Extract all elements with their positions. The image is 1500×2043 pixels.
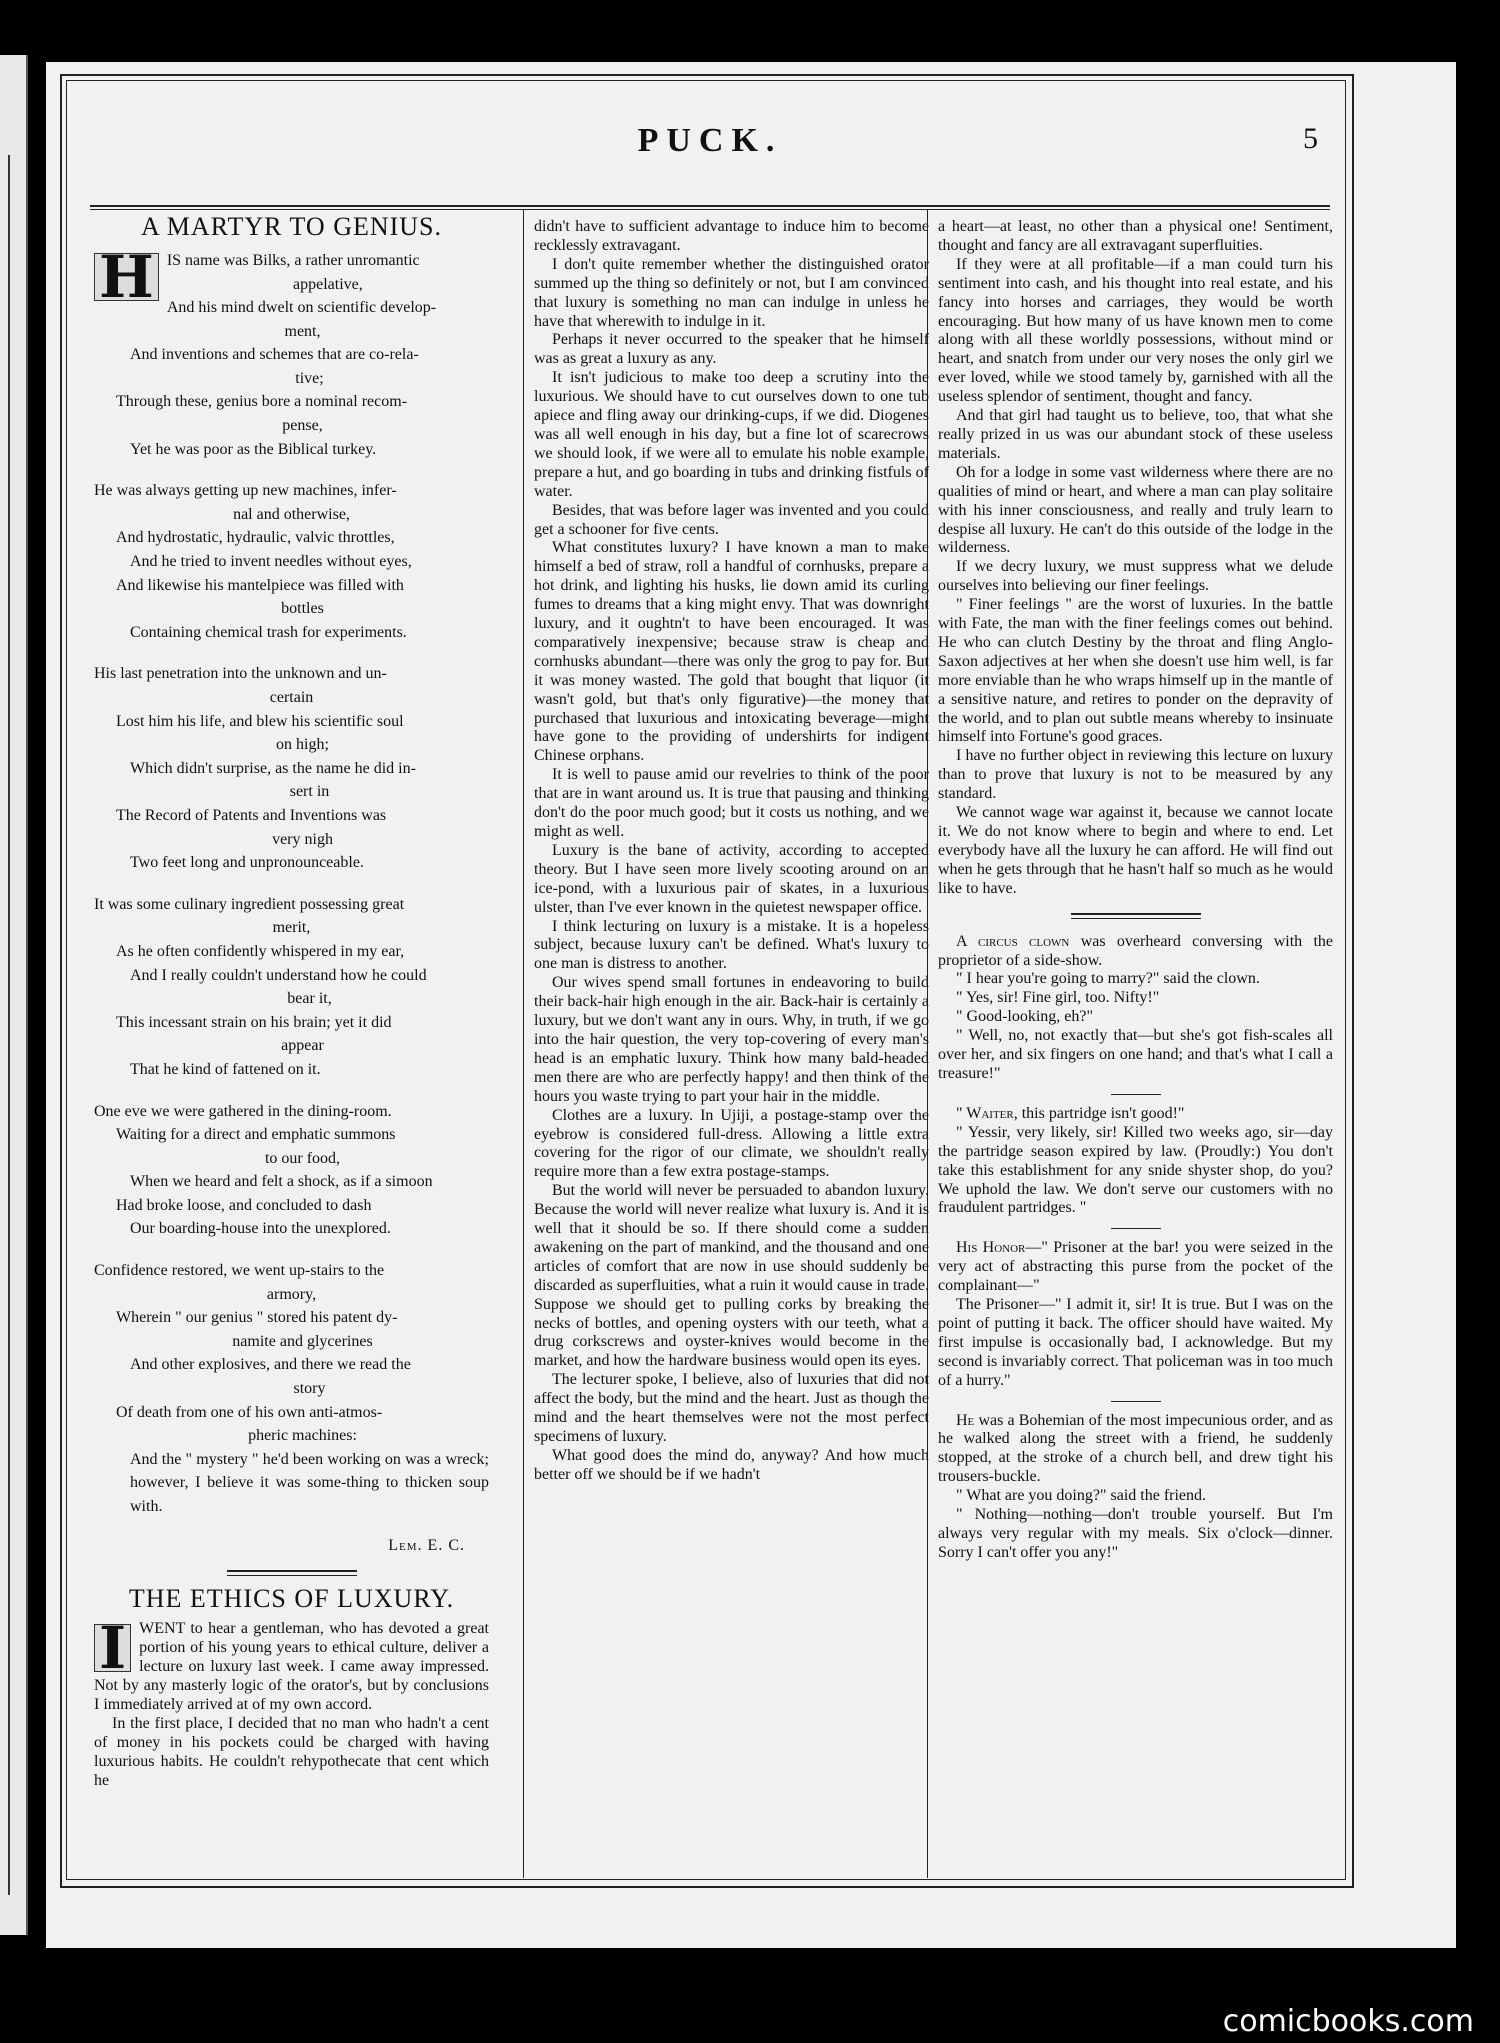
poem-body <box>94 242 489 1519</box>
squib-paragraph: The Prisoner—" I admit it, sir! It is true. But I was on the point of putting it back. The officer should have waited. My first impulse is occasionally bad, I acknowledge. But my second is invariably correct. That policeman was in too much of a hurry." <box>938 1296 1333 1389</box>
essay-paragraph: If they were at all profitable—if a man could turn his sentiment into cash, and his thought into real estate, and his fancy into horses and carriages, they would be worth encouraging. But how many of us have known men to come along with all these worldly possessions, without mind or heart, and snatch from under our very noses the only girl we ever loved, while we stood tamely by, garnished with all the useless splendor of sentiment, thought and fancy. <box>938 255 1333 406</box>
poem-stanza <box>94 479 489 644</box>
poem-line: Two feet long and unpronounceable. <box>130 854 364 872</box>
essay-dropcap: I <box>94 1624 131 1672</box>
squibs <box>938 933 1333 1563</box>
poem-signature: Lem. E. C. <box>388 1536 465 1554</box>
poem-line: When we heard and felt a shock, as if a simoon <box>130 1173 433 1191</box>
squib-rule <box>1111 1094 1161 1095</box>
essay-paragraph: I have no further object in reviewing this lecture on luxury than to prove that luxury is not to be measured by any standard. <box>938 747 1333 803</box>
poem-line: Confidence restored, we went up-stairs to the armory, <box>94 1262 385 1303</box>
essay-paragraph: Oh for a lodge in some vast wilderness where there are no qualities of mind or heart, and where a man can play solitaire with his inner consciousness, and really and truly learn to despise all luxury. He can't do this outside of the lodge in the wilderness. <box>938 463 1333 557</box>
essay-paragraph: didn't have to sufficient advantage to induce him to become recklessly extravagant. <box>534 218 929 254</box>
poem-line: And the " mystery " he'd been working on was a wreck; however, I believe it was some-thing to thicken soup with. <box>130 1450 489 1515</box>
essay-paragraph: " Finer feelings " are the worst of luxuries. In the battle with Fate, the man with the finer feelings comes out behind. He who can clutch Destiny by the throat and fling Anglo-Saxon adjectives at her when she doesn't use him well, is far more enviable than he who wraps himself up in the mantle of a sensitive nature, and retires to ponder on the depravity of the world, and to plan out subtle means whereby to insinuate himself into Fortune's good graces. <box>938 596 1333 746</box>
squib-paragraph: " What are you doing?" said the friend. <box>956 1487 1207 1505</box>
poem-line: Wherein " our genius " stored his patent dy- namite and glycerines <box>116 1309 398 1350</box>
poem-line: IS name was Bilks, a rather unromantic appelative, <box>166 251 420 293</box>
essay-paragraph: Our wives spend small fortunes in endeavoring to build their back-hair high enough in the air. Back-hair is certainly a luxury, but we don't want any in ours. Why, in truth, if we go into the hair question, the very top-covering of every man's head is an emphatic luxury. Think how many bald-headed men there are who are perfectly happy! and then think of the hours you waste trying to part your hair in the middle. <box>534 974 929 1105</box>
squib-paragraph: " Good-looking, eh?" <box>956 1008 1094 1026</box>
squib-paragraph: " Waiter, this partridge isn't good!" <box>956 1104 1185 1122</box>
poem-line: Containing chemical trash for experiments. <box>130 623 407 641</box>
squib-paragraph: His Honor—" Prisoner at the bar! you were seized in the very act of abstracting this purse from the pocket of the complainant—" <box>938 1239 1334 1295</box>
poem-line: This incessant strain on his brain; yet it did appear <box>116 1013 392 1055</box>
essay-paragraph: I think lecturing on luxury is a mistake. It is a hopeless subject, because luxury can't be defined. What's luxury to one man is distress to another. <box>534 917 929 973</box>
poem-line: Of death from one of his own anti-atmos- pheric machines: <box>116 1403 383 1445</box>
poem-line: Yet he was poor as the Biblical turkey. <box>130 440 377 458</box>
essay-body-col2 <box>534 218 929 1485</box>
column-divider-1 <box>523 210 524 1878</box>
poem-line: And I really couldn't understand how he could bear it, <box>130 966 427 1008</box>
squib-paragraph: " Well, no, not exactly that—but she's got fish-scales all over her, and six fingers on one hand; and that's what I call a treasure!" <box>938 1027 1333 1082</box>
squib-paragraph: " I hear you're going to marry?" said the clown. <box>956 970 1260 988</box>
poem-line: And he tried to invent needles without eyes, <box>130 553 412 571</box>
publication-title: PUCK. <box>637 122 783 159</box>
masthead <box>90 100 1330 200</box>
essay-paragraph: But the world will never be persuaded to abandon luxury. Because the world will never realize what luxury is. And it is well that it should be so. If there should come a sudden awakening on the part of mankind, and the thousand and one articles of comfort that are now in use should suddenly be discarded as superfluities, what a ruin it would cause in trade. Suppose we should get to pulling corks by breaking the necks of bottles, and opening oysters with our teeth, what a drug corkscrews and oyster-knives would become in the market, and how the hardware business would open its eyes. <box>534 1182 929 1370</box>
poem-line: He was always getting up new machines, infer- nal and otherwise, <box>94 482 397 523</box>
essay-paragraph: What constitutes luxury? I have known a man to make himself a bed of straw, roll a handful of cornhusks, prepare a hot drink, and lighting his husks, lie down amid its curling fumes to dreams that a king might envy. That was downright luxury, and it oughtn't to have been encouraged. It was comparatively inexpensive; because straw is cheap and cornhusks abundant—there was only the grog to pay for. But it was money wasted. The gold that bought that liquor (it wasn't gold, but that's only figurative)—the money that purchased that luxurious and intoxicating beverage—might have gone to the providing of undershirts for indigent Chinese orphans. <box>534 539 929 765</box>
poem-line: Through these, genius bore a nominal recom- pense, <box>116 393 408 435</box>
poem-line: Waiting for a direct and emphatic summons to our food, <box>116 1126 396 1167</box>
squib-paragraph: " Yessir, very likely, sir! Killed two weeks ago, sir—day the partridge season expired by law. (Proudly:) You don't take this establishment for any snide shyster shop, do you? We uphold the law. We don't serve our customers with no fraudulent partridges. " <box>938 1123 1333 1217</box>
essay-paragraph: What good does the mind do, anyway? And how much better off we should be if we hadn't <box>534 1446 929 1483</box>
essay-paragraph: WENT to hear a gentleman, who has devoted a great portion of his young years to ethical culture, deliver a lecture on luxury last week. I came away impressed. Not by any masterly logic of the orator's, but by conclusions I immediately arrived at of my own accord. <box>94 1620 489 1714</box>
essay-paragraph: It isn't judicious to make too deep a scrutiny into the luxurious. We should have to cut ourselves down to one tub apiece and fling away our drinking-cups, if we did. Diogenes was all well enough in his day, but a fine lot of scarecrows we should look, if we were all to emulate his noble example, prepare a hut, and go boarding in tubs and drinking fistfuls of water. <box>534 369 929 500</box>
poem-line: And his mind dwelt on scientific develop- ment, <box>166 299 437 340</box>
poem-line: His last penetration into the unknown and un- certain <box>94 665 387 706</box>
poem-line: It was some culinary ingredient possessing great merit, <box>94 895 405 937</box>
poem-stanza <box>94 893 489 1082</box>
squib-paragraph: " Yes, sir! Fine girl, too. Nifty!" <box>956 989 1160 1007</box>
header-rule-thin <box>90 209 1330 210</box>
essay-paragraph: We cannot wage war against it, because we cannot locate it. We do not know where to begin and where to end. Let everybody have all the luxury he can afford. He will find out when he gets through that he hasn't half so much as he would like to have. <box>938 804 1333 897</box>
essay-paragraph: Clothes are a luxury. In Ujiji, a postage-stamp over the eyebrow is considered full-dress. Allowing a little extra covering for the rigor of our climate, we shouldn't really require more than a few extra postage-stamps. <box>534 1106 929 1181</box>
poem-line: One eve we were gathered in the dining-room. <box>94 1102 392 1120</box>
essay-paragraph: And that girl had taught us to believe, too, that what she really prized in us was our abundant stock of these useless materials. <box>938 407 1333 462</box>
poem-stanza <box>94 1100 489 1242</box>
squib-lead: A circus clown <box>956 932 1070 950</box>
essay-body-col3 <box>938 218 1333 899</box>
poem-title: A MARTYR TO GENIUS. <box>140 212 443 241</box>
essay-paragraph: It is well to pause amid our revelries to think of the poor that are in want around us. It is true that pausing and thinking don't do the poor much good; but it costs us nothing, and we might as well. <box>534 766 929 840</box>
poem-stanza <box>94 1259 489 1519</box>
essay-paragraph: In the first place, I decided that no man who hadn't a cent of money in his pockets could be charged with having luxurious habits. He couldn't rehypothecate that cent which he <box>94 1714 489 1789</box>
poem-dropcap: H <box>94 253 159 301</box>
poem-line: The Record of Patents and Inventions was very nigh <box>116 806 387 848</box>
squib <box>938 1239 1333 1390</box>
squib-lead: His Honor <box>956 1239 1026 1257</box>
poem-line: Had broke loose, and concluded to dash <box>116 1196 372 1214</box>
poem-line: And hydrostatic, hydraulic, valvic throttles, <box>116 529 395 547</box>
squib-lead: " Waiter, <box>956 1104 1018 1122</box>
poem-line: Lost him his life, and blew his scientific soul on high; <box>116 712 404 754</box>
poem-line: And inventions and schemes that are co-rela- tive; <box>130 346 419 387</box>
essay-paragraph: I don't quite remember whether the distinguished orator summed up the thing so definitely or not, but I am convinced that luxury is something no man can indulge in unless he have that wherewith to indulge in it. <box>534 255 929 330</box>
column-1 <box>94 212 489 1791</box>
poem-line: And likewise his mantelpiece was filled with bottles <box>116 576 404 618</box>
column-3 <box>938 218 1333 1563</box>
adjacent-page-edge <box>0 55 28 1935</box>
section-divider <box>1071 913 1201 919</box>
squib-paragraph: " Nothing—nothing—don't trouble yourself. But I'm always very regular with my meals. Six o'clock—dinner. Sorry I can't offer you any!" <box>938 1506 1333 1561</box>
essay-paragraph: The lecturer spoke, I believe, also of luxuries that did not affect the body, but the mind and the heart. Just as though the mind and the heart themselves were not the most perfect specimens of luxury. <box>534 1371 929 1445</box>
essay-paragraph: Besides, that was before lager was invented and you could get a schooner for five cents. <box>534 501 929 538</box>
essay-title: THE ETHICS OF LUXURY. <box>128 1583 455 1613</box>
watermark: comicbooks.com <box>1222 2004 1474 2039</box>
squib-paragraph: A circus clown was overheard conversing with the proprietor of a side-show. <box>938 932 1333 969</box>
squib-rule <box>1111 1228 1161 1229</box>
essay-paragraph: If we decry luxury, we must suppress what we delude ourselves into believing our finer feelings. <box>938 558 1333 595</box>
squib <box>938 1412 1333 1563</box>
header-rule <box>90 205 1330 207</box>
poem-line: Our boarding-house into the unexplored. <box>130 1220 391 1238</box>
squib-paragraph: He was a Bohemian of the most impecunious order, and as he walked along the street with a friend, he suddenly stopped, at the stroke of a church bell, and drew tight his trousers-buckle. <box>938 1411 1333 1486</box>
poem-line: And other explosives, and there we read the story <box>130 1356 411 1398</box>
squib-lead: He <box>956 1411 975 1429</box>
essay-paragraph: Perhaps it never occurred to the speaker that he himself was as great a luxury as any. <box>534 331 929 368</box>
squib-rule <box>1111 1401 1161 1402</box>
essay-paragraph: Luxury is the bane of activity, according to accepted theory. But I have seen more lively scooting around on an ice-pond, with a luxurious pair of skates, in a luxurious ulster, than I've ever known in the quietest newspaper office. <box>534 841 929 916</box>
poem-line: Which didn't surprise, as the name he did in- sert in <box>130 759 416 801</box>
squib <box>938 1105 1333 1218</box>
section-divider <box>227 1570 357 1576</box>
squib <box>938 933 1333 1084</box>
poem-line: That he kind of fattened on it. <box>130 1060 321 1078</box>
page-number: 5 <box>1303 122 1318 155</box>
poem-stanza <box>94 662 489 874</box>
essay-paragraph: a heart—at least, no other than a physical one! Sentiment, thought and fancy are all extravagant superfluities. <box>938 218 1333 254</box>
column-2 <box>534 218 929 1485</box>
essay-body-col1 <box>94 1614 489 1790</box>
poem-line: As he often confidently whispered in my ear, <box>116 942 405 960</box>
